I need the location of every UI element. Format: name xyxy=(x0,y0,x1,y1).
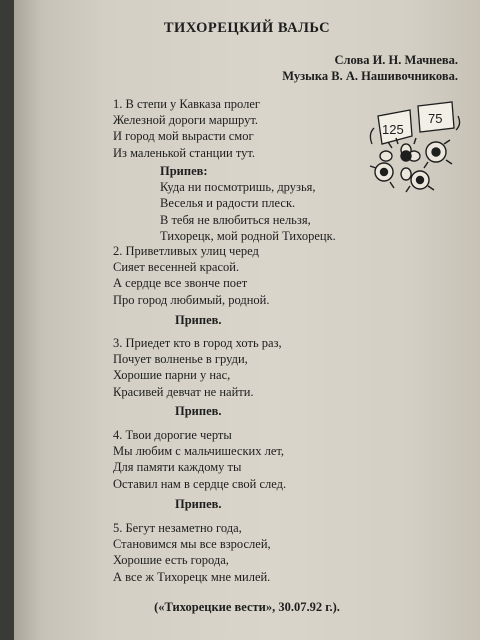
stanza-4 xyxy=(113,427,286,492)
stanza-line: 5. Бегут незаметно года, xyxy=(113,521,242,535)
stanza-line: Хорошие парни у нас, xyxy=(113,368,231,383)
flower-icon xyxy=(370,138,452,192)
anniversary-flowers-emblem xyxy=(358,94,468,194)
stanza-line: И город мой вырасти смог xyxy=(113,129,254,144)
chorus xyxy=(160,163,336,244)
stanza-line: Из маленькой станции тут. xyxy=(113,145,256,160)
stanza-line: 4. Твои дорогие черты xyxy=(113,428,232,442)
chorus-refrain-2: Припев. xyxy=(175,404,222,418)
stanza-5 xyxy=(113,520,271,585)
stanza-line: Сияет весенней красой. xyxy=(113,260,240,275)
stanza-line: Для памяти каждому ты xyxy=(113,460,242,475)
chorus-line: Веселья и радости плеск. xyxy=(160,196,296,211)
chorus-refrain-3: Припев. xyxy=(175,497,222,511)
stanza-line: Красивей девчат не найти. xyxy=(113,384,254,399)
stanza-line: 3. Приедет кто в город хоть раз, xyxy=(113,336,282,350)
music-credit: Музыка В. А. Нашивочникова. xyxy=(282,69,458,83)
stanza-3 xyxy=(113,335,282,400)
stanza-line: 2. Приветливых улиц черед xyxy=(113,244,259,258)
chorus-line: Куда ни посмотришь, друзья, xyxy=(160,180,316,195)
words-credit: Слова И. Н. Мачнева. xyxy=(334,53,458,67)
source-citation: («Тихорецкие вести», 30.07.92 г.). xyxy=(154,600,340,614)
song-title: ТИХОРЕЦКИЙ ВАЛЬС xyxy=(163,20,331,36)
right-flag-number: 75 xyxy=(428,111,443,126)
stanza-line: Про город любимый, родной. xyxy=(113,292,270,307)
stanza-line: Хорошие есть города, xyxy=(113,553,229,568)
book-page xyxy=(14,0,480,640)
chorus-line: Тихорецк, мой родной Тихорецк. xyxy=(160,228,336,243)
stanza-line: 1. В степи у Кавказа пролег xyxy=(113,97,261,111)
stanza-line: А сердце все звонче поет xyxy=(113,276,248,291)
stanza-line: Железной дороги маршрут. xyxy=(113,113,259,128)
chorus-line: В тебя не влюбиться нельзя, xyxy=(160,212,311,227)
credits xyxy=(282,52,458,84)
left-flag-number: 125 xyxy=(382,122,404,137)
chorus-refrain-1: Припев. xyxy=(175,313,222,327)
stanza-2 xyxy=(113,243,269,308)
chorus-heading: Припев: xyxy=(160,164,208,178)
stanza-line: А все ж Тихорецк мне милей. xyxy=(113,569,271,584)
stanza-line: Оставил нам в сердце свой след. xyxy=(113,476,287,491)
stanza-line: Мы любим с мальчишеских лет, xyxy=(113,444,285,459)
stanza-line: Становимся мы все взрослей, xyxy=(113,537,271,552)
stanza-1 xyxy=(113,96,260,161)
stanza-line: Почует волненье в груди, xyxy=(113,352,248,367)
